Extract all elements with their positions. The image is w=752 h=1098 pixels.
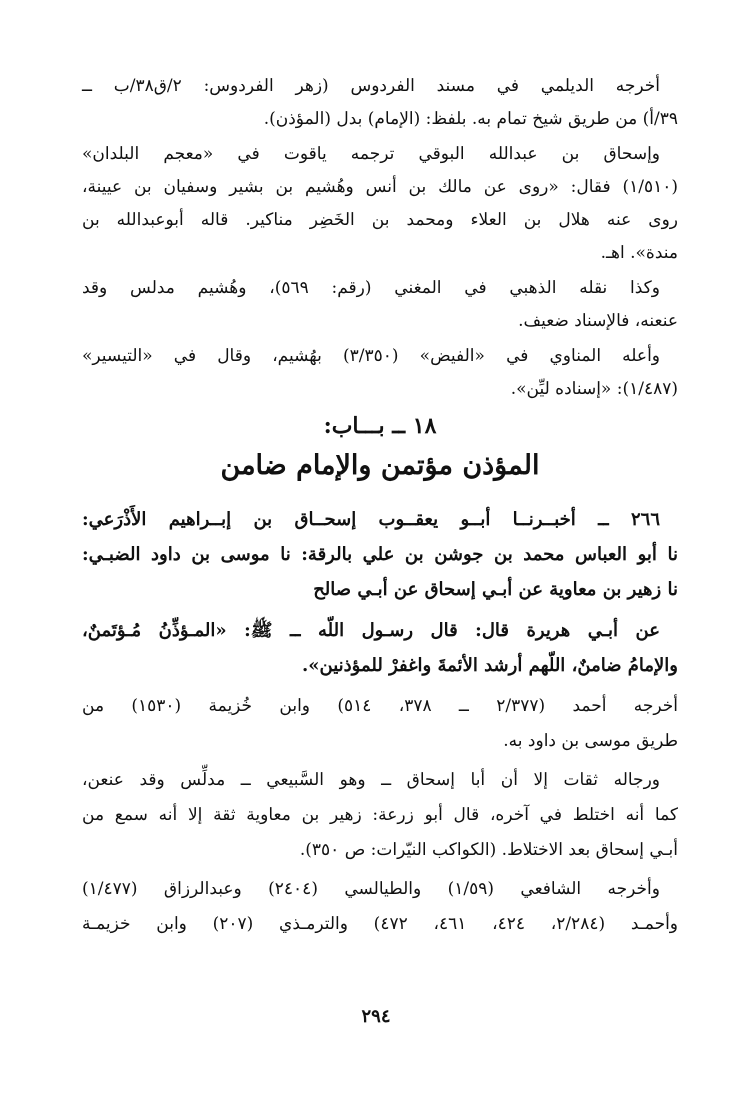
note-paragraph-1: [82, 70, 678, 136]
text-line: عنعنه، فالإسناد ضعيف.: [518, 311, 678, 331]
text-line: وأعله المناوي في «الفيض» (٣/٣٥٠) بهُشيم، وقال في «التيسير»: [82, 346, 660, 366]
text-line: وأحمـد (٢/٢٨٤، ٤٢٤، ٤٦١، ٤٧٢) والترمـذي (٢٠٧) وابن خزيمـة: [82, 914, 679, 934]
note-paragraph-2: [82, 138, 678, 270]
commentary-paragraph-2: [82, 763, 678, 868]
text-line: وإسحاق بن عبدالله البوقي ترجمه ياقوت في «معجم البلدان»: [82, 144, 660, 164]
chain-line: نا أبو العباس محمد بن جوشن بن علي بالرقة: نا موسى بن داود الضبـي:: [82, 544, 678, 565]
chain-line: نا زهير بن معاوية عن أبـي إسحاق عن أبـي صالح: [313, 579, 678, 600]
text-line: وكذا نقله الذهبي في المغني (رقم: ٥٦٩)، وهُشيم مدلس وقد: [82, 278, 660, 298]
note-paragraph-4: [82, 340, 678, 406]
text-line: أبـي إسحاق بعد الاختلاط. (الكواكب النيّرات: ص ٣٥٠).: [299, 840, 678, 860]
text-line: (١/٥١٠) فقال: «روى عن مالك بن أنس وهُشيم بن بشير وسفيان بن عيينة،: [82, 177, 678, 197]
text-line: (١/٤٨٧): «إسناده ليِّن».: [510, 379, 678, 399]
text-line: مندة». اهـ.: [600, 243, 678, 263]
text-line: ورجاله ثقات إلا أن أبا إسحاق ــ وهو السَّبيعي ــ مدلِّس وقد عنعن،: [82, 770, 660, 790]
text-line: أخرجه أحمد (٢/٣٧٧ ــ ٣٧٨، ٥١٤) وابن خُزيمة (١٥٣٠) من: [82, 696, 678, 716]
text-line: ٣٩/أ) من طريق شيخ تمام به. بلفظ: (الإمام) بدل (المؤذن).: [263, 109, 678, 129]
text-line: كما أنه اختلط في آخره، قال أبو زرعة: زهير بن معاوية ثقة إلا أنه سمع من: [82, 805, 678, 825]
hadith-chain: [82, 502, 678, 607]
text-line: طريق موسى بن داود به.: [503, 731, 678, 751]
top-notes: [82, 70, 678, 406]
page-content: [82, 70, 678, 942]
commentary-paragraph-1: [82, 689, 678, 759]
chain-line: ٢٦٦ ــ أخبــرنــا أبــو يعقــوب إسحــاق بن إبــراهيم الأَذْرَعي:: [82, 509, 660, 530]
text-line: أخرجه الديلمي في مسند الفردوس (زهر الفردوس: ٢/ق٣٨/ب ــ: [82, 76, 660, 96]
chapter-title: المؤذن مؤتمن والإمام ضامن: [220, 450, 540, 481]
text-line: روى عنه هلال بن العلاء ومحمد بن الخَضِر مناكير. قاله أبوعبدالله بن: [82, 210, 678, 230]
hadith-line: والإمامُ ضامنٌ، اللّهم أرشد الأئمةَ واغفرْ للمؤذنين».: [302, 655, 678, 676]
chapter-number: ١٨ ــ بـــاب:: [323, 413, 437, 439]
hadith-line: عن أبـي هريرة قال: قال رسـول اللّه ــ ﷺ: «المـؤذِّنُ مُـؤتَمنٌ،: [82, 620, 660, 641]
commentary: [82, 689, 678, 942]
text-line: وأخرجه الشافعي (١/٥٩) والطيالسي (٢٤٠٤) وعبدالرزاق (١/٤٧٧): [82, 879, 660, 899]
page-number: ٢٩٤: [361, 1006, 391, 1027]
commentary-paragraph-3: [82, 872, 678, 942]
note-paragraph-3: [82, 272, 678, 338]
hadith-body: [82, 613, 678, 683]
